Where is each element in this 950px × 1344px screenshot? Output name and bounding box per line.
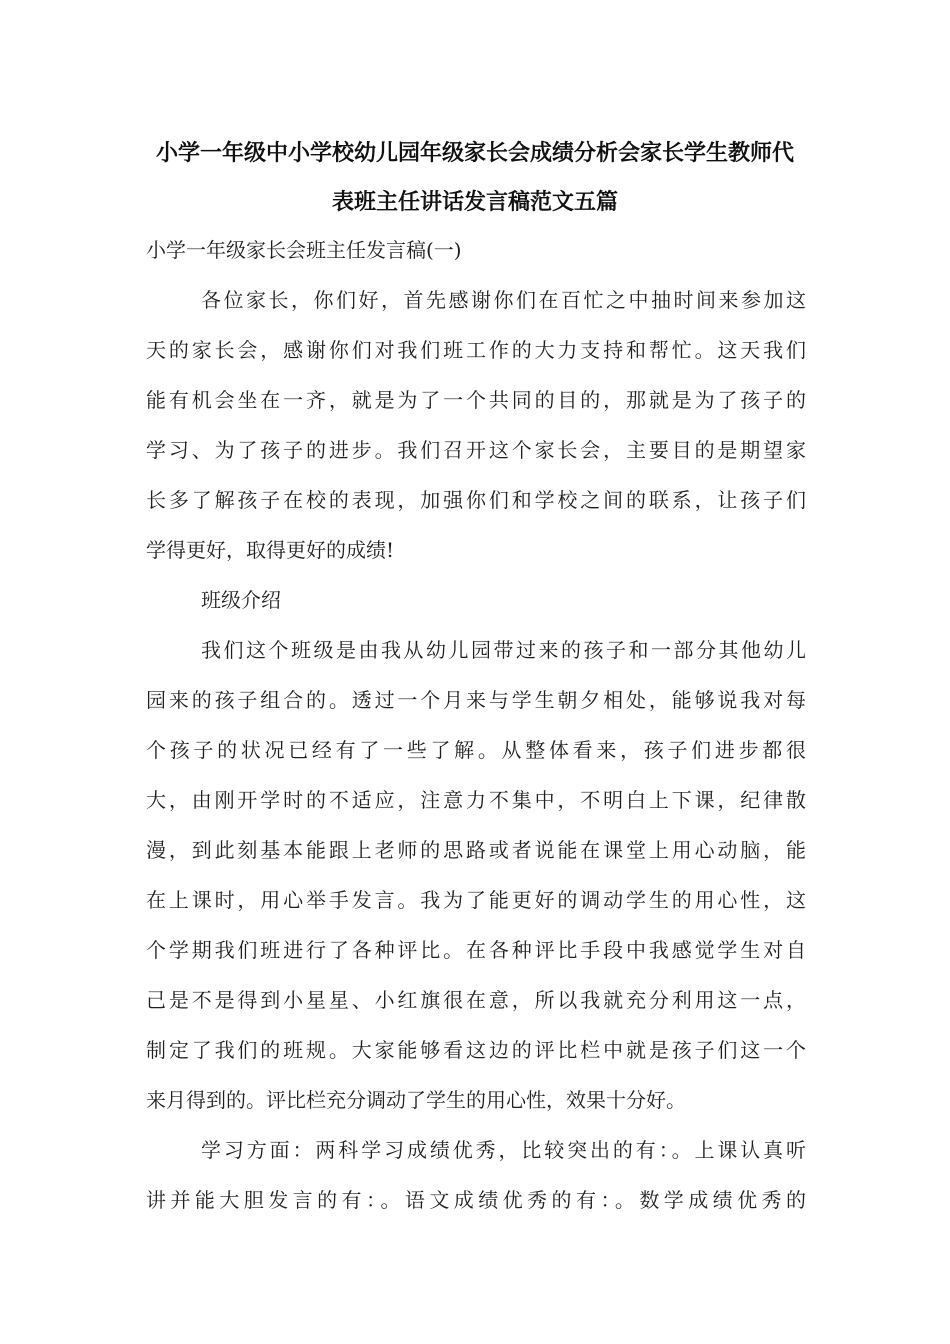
document-title-line-1: 小学一年级中小学校幼儿园年级家长会成绩分析会家长学生教师代 [155,141,794,166]
paragraph-3-line: 学习方面：两科学习成绩优秀，比较突出的有：。上课认真听 [201,1138,806,1162]
paragraph-1-line: 天的家长会，感谢你们对我们班工作的大力支持和帮忙。这天我们 [146,338,806,362]
paragraph-1-line: 各位家长，你们好，首先感谢你们在百忙之中抽时间来参加这 [201,288,806,312]
paragraph-1-line: 长多了解孩子在校的表现，加强你们和学校之间的联系，让孩子们 [146,488,806,512]
section-heading: 班级介绍 [201,588,281,612]
document-subtitle: 小学一年级家长会班主任发言稿(一) [146,238,462,262]
paragraph-2-line: 来月得到的。评比栏充分调动了学生的用心性，效果十分好。 [146,1088,686,1112]
paragraph-1-line: 学得更好，取得更好的成绩! [146,538,395,562]
paragraph-3-line: 讲并能大胆发言的有：。语文成绩优秀的有：。数学成绩优秀的 [146,1188,806,1212]
paragraph-2-line: 个学期我们班进行了各种评比。在各种评比手段中我感觉学生对自 [146,938,806,962]
paragraph-2-line: 在上课时，用心举手发言。我为了能更好的调动学生的用心性，这 [146,888,806,912]
paragraph-2-line: 己是不是得到小星星、小红旗很在意，所以我就充分利用这一点， [146,988,806,1012]
paragraph-1-line: 能有机会坐在一齐，就是为了一个共同的目的，那就是为了孩子的 [146,388,806,412]
paragraph-2-line: 个孩子的状况已经有了一些了解。从整体看来，孩子们进步都很 [146,738,806,762]
paragraph-1-line: 学习、为了孩子的进步。我们召开这个家长会，主要目的是期望家 [146,438,806,462]
paragraph-2-line: 漫，到此刻基本能跟上老师的思路或者说能在课堂上用心动脑，能 [146,838,806,862]
document-title-line-2: 表班主任讲话发言稿范文五篇 [331,190,618,215]
paragraph-2-line: 园来的孩子组合的。透过一个月来与学生朝夕相处，能够说我对每 [146,688,806,712]
paragraph-2-line: 大，由刚开学时的不适应，注意力不集中，不明白上下课，纪律散 [146,788,806,812]
paragraph-2-line: 制定了我们的班规。大家能够看这边的评比栏中就是孩子们这一个 [146,1038,806,1062]
paragraph-2-line: 我们这个班级是由我从幼儿园带过来的孩子和一部分其他幼儿 [201,638,806,662]
